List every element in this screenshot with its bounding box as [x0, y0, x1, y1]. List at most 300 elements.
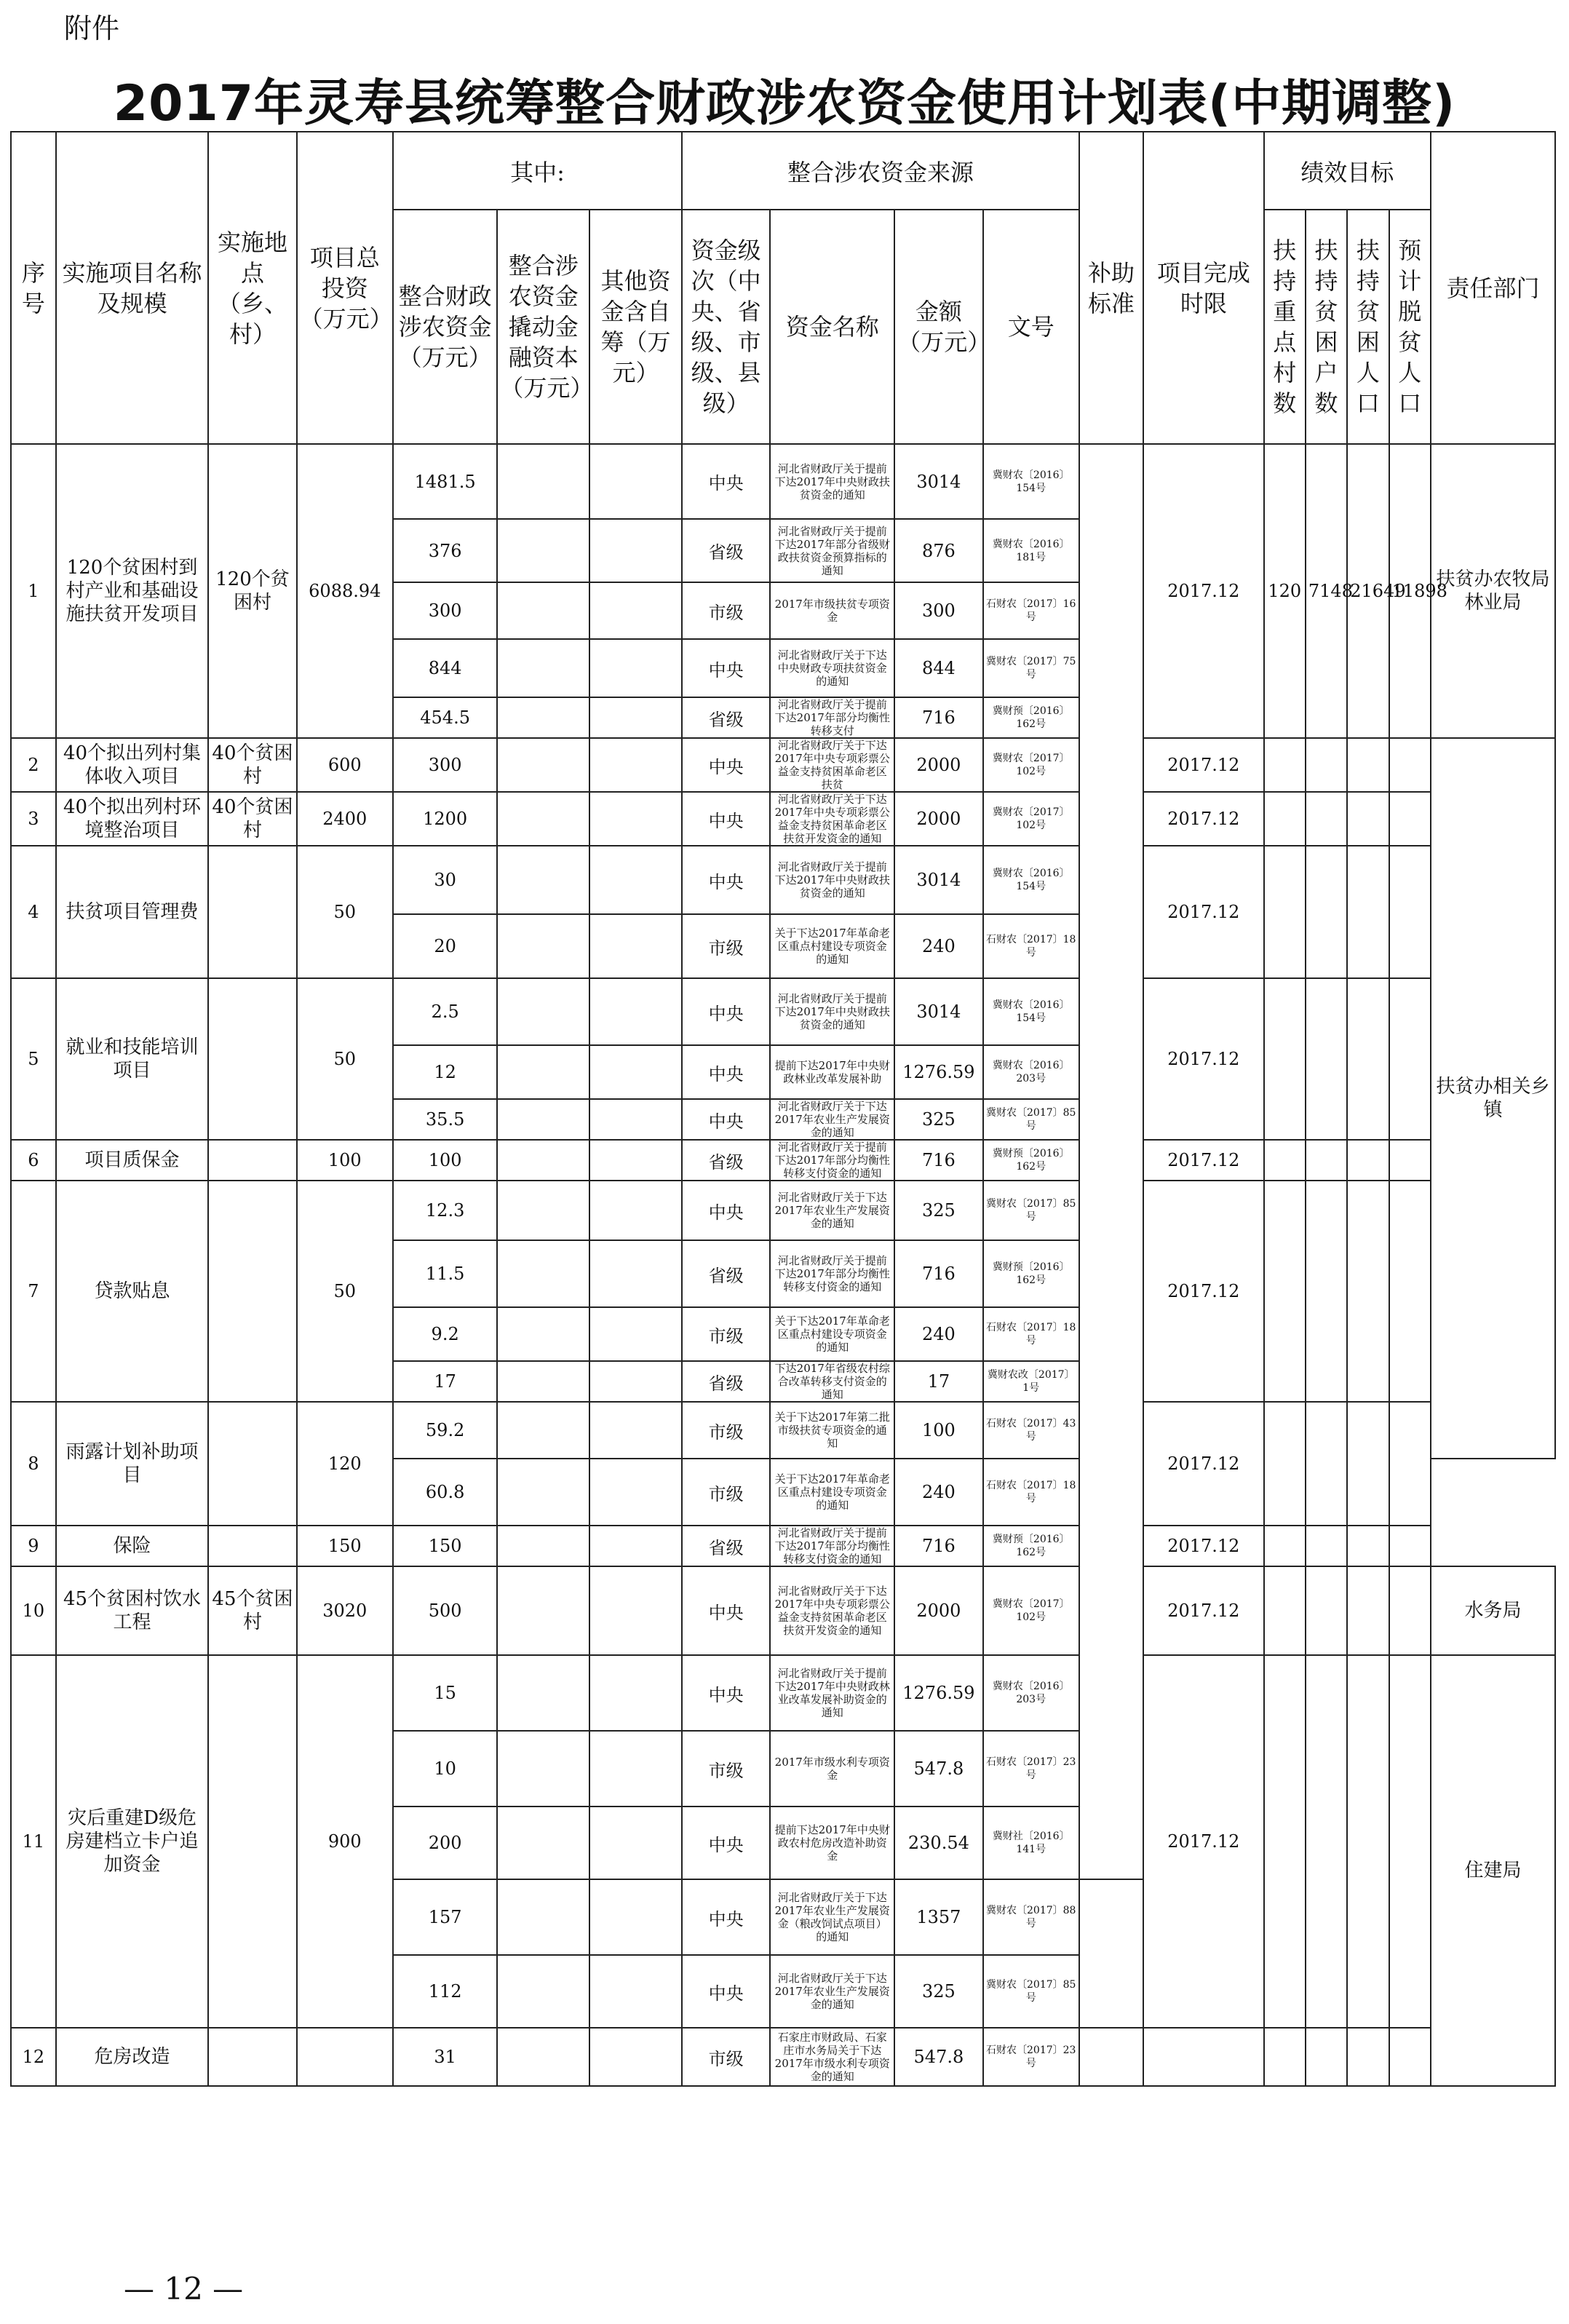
row-level: 市级: [682, 1307, 770, 1361]
row-other: [589, 1045, 682, 1099]
row-households: [1306, 792, 1347, 846]
row-fund-name: 2017年市级扶贫专项资金: [770, 582, 894, 639]
row-leverage: [497, 1526, 589, 1566]
row-expected-out: [1389, 792, 1431, 846]
row-doc-no: 冀财农改〔2017〕1号: [983, 1361, 1079, 1402]
row-level: 市级: [682, 1459, 770, 1526]
row-name: 雨露计划补助项目: [56, 1402, 209, 1526]
row-level: 省级: [682, 697, 770, 738]
row-amount: 300: [894, 582, 982, 639]
row-total: 120: [297, 1402, 393, 1526]
row-name: 保险: [56, 1526, 209, 1566]
row-level: 市级: [682, 1731, 770, 1807]
row-leverage: [497, 1459, 589, 1526]
row-seq: 11: [11, 1655, 56, 2028]
row-integrated: 31: [393, 2028, 497, 2086]
row-deadline: 2017.12: [1143, 738, 1263, 792]
row-leverage: [497, 1566, 589, 1655]
row-total: 50: [297, 846, 393, 978]
row-doc-no: 冀财农〔2016〕181号: [983, 519, 1079, 582]
row-integrated: 1481.5: [393, 444, 497, 519]
col-leverage: 整合涉农资金撬动金融资本（万元）: [497, 210, 589, 444]
row-total: 50: [297, 1181, 393, 1402]
row-leverage: [497, 792, 589, 846]
row-level: 省级: [682, 1240, 770, 1307]
row-integrated: 112: [393, 1955, 497, 2028]
row-expected-out: [1389, 1655, 1431, 2028]
row-population: [1347, 978, 1389, 1140]
col-level: 资金级次（中央、省级、市级、县级）: [682, 210, 770, 444]
row-level: 省级: [682, 1140, 770, 1181]
row-other: [589, 792, 682, 846]
row-leverage: [497, 2028, 589, 2086]
row-doc-no: 冀财农〔2016〕154号: [983, 846, 1079, 914]
row-fund-name: 关于下达2017年革命老区重点村建设专项资金的通知: [770, 914, 894, 978]
col-households: 扶持贫困户数: [1306, 210, 1347, 444]
row-other: [589, 1879, 682, 1955]
row-doc-no: 冀财农〔2017〕85号: [983, 1099, 1079, 1140]
row-deadline: 2017.12: [1143, 846, 1263, 978]
row-seq: 5: [11, 978, 56, 1140]
row-integrated: 2.5: [393, 978, 497, 1045]
row-doc-no: 石财农〔2017〕16号: [983, 582, 1079, 639]
row-seq: 12: [11, 2028, 56, 2086]
row-other: [589, 582, 682, 639]
row-doc-no: 石财农〔2017〕23号: [983, 1731, 1079, 1807]
row-amount: 2000: [894, 738, 982, 792]
row-name: 120个贫困村到村产业和基础设施扶贫开发项目: [56, 444, 209, 738]
row-level: 市级: [682, 582, 770, 639]
row-deadline: 2017.12: [1143, 444, 1263, 738]
row-key-villages: [1264, 792, 1306, 846]
row-amount: 325: [894, 1099, 982, 1140]
col-integrated: 整合财政涉农资金（万元）: [393, 210, 497, 444]
row-doc-no: 冀财农〔2017〕102号: [983, 738, 1079, 792]
row-households: [1306, 978, 1347, 1140]
row-households: [1306, 1655, 1347, 2028]
row-fund-name: 河北省财政厅关于下达中央财政专项扶贫资金的通知: [770, 639, 894, 697]
row-population: [1347, 738, 1389, 792]
funding-plan-table: [10, 131, 1556, 2087]
row-level: 中央: [682, 1807, 770, 1879]
row-amount: 716: [894, 697, 982, 738]
row-amount: 3014: [894, 444, 982, 519]
row-fund-name: 石家庄市财政局、石家庄市水务局关于下达2017年市级水利专项资金的通知: [770, 2028, 894, 2086]
row-name: 危房改造: [56, 2028, 209, 2086]
row-seq: 1: [11, 444, 56, 738]
row-dept: 住建局: [1431, 1655, 1555, 2086]
row-amount: 3014: [894, 978, 982, 1045]
row-other: [589, 978, 682, 1045]
row-amount: 3014: [894, 846, 982, 914]
row-subsidy: [1079, 2028, 1143, 2086]
row-doc-no: 石财农〔2017〕23号: [983, 2028, 1079, 2086]
table-row: [11, 738, 1555, 792]
row-deadline: 2017.12: [1143, 1140, 1263, 1181]
row-level: 中央: [682, 639, 770, 697]
row-total: 600: [297, 738, 393, 792]
row-seq: 7: [11, 1181, 56, 1402]
row-total: 2400: [297, 792, 393, 846]
row-population: [1347, 792, 1389, 846]
row-fund-name: 河北省财政厅关于下达2017年中央专项彩票公益金支持贫困革命老区扶贫: [770, 738, 894, 792]
row-location: [208, 846, 296, 978]
row-fund-name: 河北省财政厅关于提前下达2017年部分均衡性转移支付资金的通知: [770, 1240, 894, 1307]
row-key-villages: [1264, 978, 1306, 1140]
row-other: [589, 1099, 682, 1140]
table-row: [11, 978, 1555, 1045]
row-leverage: [497, 846, 589, 914]
row-other: [589, 519, 682, 582]
row-total: 6088.94: [297, 444, 393, 738]
col-deadline: 项目完成时限: [1143, 132, 1263, 444]
row-expected-out: [1389, 1526, 1431, 1566]
table-row: [11, 1181, 1555, 1240]
table-row: [11, 1526, 1555, 1566]
row-seq: 9: [11, 1526, 56, 1566]
row-integrated: 10: [393, 1731, 497, 1807]
row-leverage: [497, 1879, 589, 1955]
row-integrated: 300: [393, 582, 497, 639]
table-row: [11, 444, 1555, 519]
row-total: 100: [297, 1140, 393, 1181]
row-fund-name: 关于下达2017年革命老区重点村建设专项资金的通知: [770, 1459, 894, 1526]
row-level: 市级: [682, 1402, 770, 1459]
row-level: 省级: [682, 519, 770, 582]
row-expected-out: 11898: [1389, 444, 1431, 738]
row-leverage: [497, 1307, 589, 1361]
row-key-villages: 120: [1264, 444, 1306, 738]
row-fund-name: 河北省财政厅关于下达2017年农业生产发展资金（粮改饲试点项目）的通知: [770, 1879, 894, 1955]
row-fund-name: 河北省财政厅关于提前下达2017年部分均衡性转移支付: [770, 697, 894, 738]
row-other: [589, 639, 682, 697]
row-amount: 547.8: [894, 2028, 982, 2086]
row-amount: 1276.59: [894, 1655, 982, 1731]
row-total: 900: [297, 1655, 393, 2028]
row-doc-no: 冀财预〔2016〕162号: [983, 1526, 1079, 1566]
row-fund-name: 河北省财政厅关于下达2017年中央专项彩票公益金支持贫困革命老区扶贫开发资金的通知: [770, 1566, 894, 1655]
col-location: 实施地点（乡、村）: [208, 132, 296, 444]
row-fund-name: 下达2017年省级农村综合改革转移支付资金的通知: [770, 1361, 894, 1402]
row-leverage: [497, 1402, 589, 1459]
table-row: [11, 1566, 1555, 1655]
row-expected-out: [1389, 1566, 1431, 1655]
row-amount: 547.8: [894, 1731, 982, 1807]
row-other: [589, 1807, 682, 1879]
row-level: 中央: [682, 1955, 770, 2028]
row-level: 市级: [682, 2028, 770, 2086]
row-integrated: 454.5: [393, 697, 497, 738]
row-seq: 6: [11, 1140, 56, 1181]
row-leverage: [497, 1140, 589, 1181]
row-fund-name: 河北省财政厅关于提前下达2017年中央财政扶贫资金的通知: [770, 978, 894, 1045]
row-population: [1347, 1566, 1389, 1655]
row-key-villages: [1264, 1181, 1306, 1402]
row-level: 中央: [682, 444, 770, 519]
row-total: 150: [297, 1526, 393, 1566]
col-fund-name: 资金名称: [770, 210, 894, 444]
row-amount: 240: [894, 1307, 982, 1361]
row-fund-name: 提前下达2017年中央财政林业改革发展补助: [770, 1045, 894, 1099]
col-population: 扶持贫困人口: [1347, 210, 1389, 444]
row-dept: 水务局: [1431, 1566, 1555, 1655]
row-integrated: 1200: [393, 792, 497, 846]
row-doc-no: 冀财农〔2016〕203号: [983, 1655, 1079, 1731]
row-location: 120个贫困村: [208, 444, 296, 738]
row-other: [589, 1307, 682, 1361]
annex-label: 附件: [64, 12, 120, 44]
row-level: 中央: [682, 1566, 770, 1655]
row-integrated: 15: [393, 1655, 497, 1731]
row-level: 中央: [682, 846, 770, 914]
row-name: 灾后重建D级危房建档立卡户追加资金: [56, 1655, 209, 2028]
row-households: [1306, 846, 1347, 978]
col-dept: 责任部门: [1431, 132, 1555, 444]
row-population: [1347, 2028, 1389, 2086]
row-key-villages: [1264, 1526, 1306, 1566]
row-leverage: [497, 1181, 589, 1240]
row-level: 中央: [682, 1181, 770, 1240]
row-other: [589, 444, 682, 519]
row-total: 50: [297, 978, 393, 1140]
row-amount: 17: [894, 1361, 982, 1402]
row-fund-name: 2017年市级水利专项资金: [770, 1731, 894, 1807]
table-row: [11, 1655, 1555, 1731]
row-deadline: 2017.12: [1143, 792, 1263, 846]
row-name: 项目质保金: [56, 1140, 209, 1181]
row-dept: 扶贫办相关乡镇: [1431, 738, 1555, 1459]
row-population: [1347, 1402, 1389, 1526]
row-key-villages: [1264, 846, 1306, 978]
row-other: [589, 1731, 682, 1807]
row-leverage: [497, 639, 589, 697]
row-integrated: 11.5: [393, 1240, 497, 1307]
row-fund-name: 河北省财政厅关于提前下达2017年中央财政林业改革发展补助资金的通知: [770, 1655, 894, 1731]
table-row: [11, 1402, 1555, 1459]
row-expected-out: [1389, 1181, 1431, 1402]
table-row: [11, 792, 1555, 846]
row-amount: 2000: [894, 1566, 982, 1655]
table-row: [11, 2028, 1555, 2086]
col-subsidy: 补助标准: [1079, 132, 1143, 444]
row-level: 省级: [682, 1526, 770, 1566]
row-leverage: [497, 582, 589, 639]
row-doc-no: 冀财农〔2016〕203号: [983, 1045, 1079, 1099]
row-level: 中央: [682, 1099, 770, 1140]
row-integrated: 844: [393, 639, 497, 697]
table-row: [11, 1140, 1555, 1181]
row-other: [589, 1181, 682, 1240]
row-fund-name: 河北省财政厅关于提前下达2017年部分均衡性转移支付资金的通知: [770, 1526, 894, 1566]
row-deadline: 2017.12: [1143, 1181, 1263, 1402]
row-doc-no: 冀财农〔2016〕154号: [983, 978, 1079, 1045]
row-leverage: [497, 1731, 589, 1807]
row-amount: 325: [894, 1181, 982, 1240]
row-name: 40个拟出列村环境整治项目: [56, 792, 209, 846]
row-population: [1347, 846, 1389, 978]
col-seq: 序号: [11, 132, 56, 444]
col-among: 其中:: [393, 132, 682, 210]
row-integrated: 20: [393, 914, 497, 978]
row-level: 中央: [682, 792, 770, 846]
col-key-villages: 扶持重点村数: [1264, 210, 1306, 444]
row-fund-name: 河北省财政厅关于提前下达2017年中央财政扶贫资金的通知: [770, 846, 894, 914]
row-name: 就业和技能培训项目: [56, 978, 209, 1140]
page-number: — 12 —: [124, 2271, 244, 2307]
row-population: 21649: [1347, 444, 1389, 738]
row-location: 40个贫困村: [208, 792, 296, 846]
row-amount: 240: [894, 1459, 982, 1526]
row-level: 中央: [682, 1879, 770, 1955]
row-location: [208, 978, 296, 1140]
row-population: [1347, 1526, 1389, 1566]
row-seq: 3: [11, 792, 56, 846]
row-other: [589, 1526, 682, 1566]
row-level: 省级: [682, 1361, 770, 1402]
row-integrated: 500: [393, 1566, 497, 1655]
row-households: [1306, 1526, 1347, 1566]
row-total: [297, 2028, 393, 2086]
row-doc-no: 冀财农〔2017〕85号: [983, 1955, 1079, 2028]
row-households: [1306, 738, 1347, 792]
row-level: 中央: [682, 738, 770, 792]
row-expected-out: [1389, 2028, 1431, 2086]
row-doc-no: 冀财社〔2016〕141号: [983, 1807, 1079, 1879]
row-doc-no: 冀财农〔2017〕102号: [983, 1566, 1079, 1655]
row-leverage: [497, 914, 589, 978]
row-other: [589, 738, 682, 792]
row-doc-no: 石财农〔2017〕43号: [983, 1402, 1079, 1459]
row-integrated: 100: [393, 1140, 497, 1181]
row-fund-name: 河北省财政厅关于提前下达2017年部分省级财政扶贫资金预算指标的通知: [770, 519, 894, 582]
row-population: [1347, 1140, 1389, 1181]
row-leverage: [497, 519, 589, 582]
row-population: [1347, 1181, 1389, 1402]
row-households: [1306, 1140, 1347, 1181]
row-expected-out: [1389, 738, 1431, 792]
row-doc-no: 冀财预〔2016〕162号: [983, 697, 1079, 738]
row-amount: 1276.59: [894, 1045, 982, 1099]
row-leverage: [497, 697, 589, 738]
row-doc-no: 冀财预〔2016〕162号: [983, 1140, 1079, 1181]
row-location: [208, 1181, 296, 1402]
row-integrated: 376: [393, 519, 497, 582]
row-other: [589, 1655, 682, 1731]
col-total: 项目总投资（万元）: [297, 132, 393, 444]
row-location: [208, 1526, 296, 1566]
row-expected-out: [1389, 978, 1431, 1140]
row-integrated: 12.3: [393, 1181, 497, 1240]
row-doc-no: 石财农〔2017〕18号: [983, 914, 1079, 978]
row-amount: 325: [894, 1955, 982, 2028]
col-other: 其他资金含自筹（万元）: [589, 210, 682, 444]
row-doc-no: 冀财农〔2016〕154号: [983, 444, 1079, 519]
row-other: [589, 1566, 682, 1655]
row-integrated: 200: [393, 1807, 497, 1879]
row-other: [589, 1955, 682, 2028]
row-doc-no: 石财农〔2017〕18号: [983, 1459, 1079, 1526]
row-other: [589, 1402, 682, 1459]
row-doc-no: 冀财预〔2016〕162号: [983, 1240, 1079, 1307]
row-integrated: 150: [393, 1526, 497, 1566]
row-leverage: [497, 1045, 589, 1099]
row-key-villages: [1264, 738, 1306, 792]
row-other: [589, 1140, 682, 1181]
col-expected-out: 预计脱贫人口: [1389, 210, 1431, 444]
row-key-villages: [1264, 2028, 1306, 2086]
row-leverage: [497, 738, 589, 792]
row-deadline: 2017.12: [1143, 1402, 1263, 1526]
col-amount: 金额（万元）: [894, 210, 982, 444]
row-subsidy: [1079, 444, 1143, 1879]
row-doc-no: 冀财农〔2017〕75号: [983, 639, 1079, 697]
row-amount: 716: [894, 1140, 982, 1181]
row-leverage: [497, 1099, 589, 1140]
row-deadline: 2017.12: [1143, 1655, 1263, 2028]
row-amount: 230.54: [894, 1807, 982, 1879]
row-fund-name: 河北省财政厅关于下达2017年农业生产发展资金的通知: [770, 1955, 894, 2028]
row-level: 中央: [682, 1655, 770, 1731]
row-name: 45个贫困村饮水工程: [56, 1566, 209, 1655]
row-fund-name: 河北省财政厅关于提前下达2017年部分均衡性转移支付资金的通知: [770, 1140, 894, 1181]
row-leverage: [497, 1955, 589, 2028]
row-households: [1306, 1181, 1347, 1402]
row-other: [589, 1240, 682, 1307]
row-amount: 876: [894, 519, 982, 582]
row-amount: 240: [894, 914, 982, 978]
row-fund-name: 关于下达2017年第二批市级扶贫专项资金的通知: [770, 1402, 894, 1459]
row-amount: 2000: [894, 792, 982, 846]
row-level: 中央: [682, 1045, 770, 1099]
row-total: 3020: [297, 1566, 393, 1655]
row-deadline: 2017.12: [1143, 1526, 1263, 1566]
row-amount: 844: [894, 639, 982, 697]
row-expected-out: [1389, 1402, 1431, 1526]
row-key-villages: [1264, 1402, 1306, 1526]
row-expected-out: [1389, 846, 1431, 978]
row-integrated: 17: [393, 1361, 497, 1402]
row-deadline: 2017.12: [1143, 1566, 1263, 1655]
row-integrated: 12: [393, 1045, 497, 1099]
row-doc-no: 冀财农〔2017〕85号: [983, 1181, 1079, 1240]
row-fund-name: 河北省财政厅关于下达2017年农业生产发展资金的通知: [770, 1181, 894, 1240]
col-source-group: 整合涉农资金来源: [682, 132, 1079, 210]
row-seq: 4: [11, 846, 56, 978]
row-amount: 716: [894, 1526, 982, 1566]
row-integrated: 9.2: [393, 1307, 497, 1361]
row-other: [589, 914, 682, 978]
row-location: [208, 1140, 296, 1181]
row-fund-name: 河北省财政厅关于下达2017年农业生产发展资金的通知: [770, 1099, 894, 1140]
row-leverage: [497, 444, 589, 519]
row-key-villages: [1264, 1140, 1306, 1181]
row-fund-name: 河北省财政厅关于提前下达2017年中央财政扶贫资金的通知: [770, 444, 894, 519]
row-key-villages: [1264, 1566, 1306, 1655]
row-doc-no: 石财农〔2017〕18号: [983, 1307, 1079, 1361]
row-level: 市级: [682, 914, 770, 978]
row-deadline: 2017.12: [1143, 978, 1263, 1140]
row-name: 40个拟出列村集体收入项目: [56, 738, 209, 792]
row-integrated: 30: [393, 846, 497, 914]
page-title: 2017年灵寿县统筹整合财政涉农资金使用计划表(中期调整): [113, 75, 1456, 132]
row-other: [589, 1459, 682, 1526]
col-perf-group: 绩效目标: [1264, 132, 1431, 210]
table-row: [11, 846, 1555, 914]
row-leverage: [497, 1361, 589, 1402]
row-population: [1347, 1655, 1389, 2028]
row-seq: 2: [11, 738, 56, 792]
row-leverage: [497, 1655, 589, 1731]
